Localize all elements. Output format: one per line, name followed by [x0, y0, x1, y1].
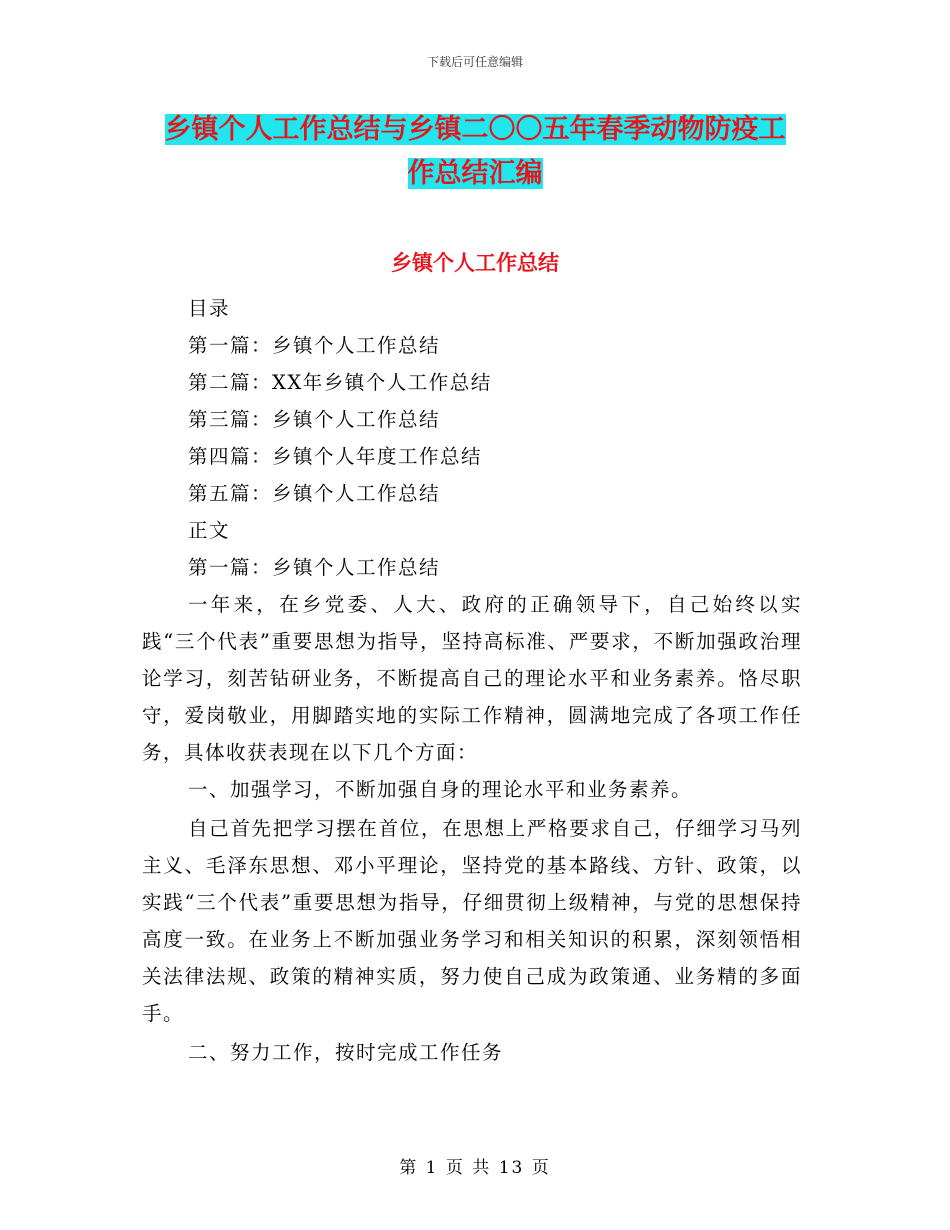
toc-item: 第二篇：XX年乡镇个人工作总结	[188, 371, 492, 394]
toc-item: 第五篇：乡镇个人工作总结	[188, 482, 441, 505]
document-title-text-2: 作总结汇编	[407, 158, 543, 189]
document-title-text-1: 乡镇个人工作总结与乡镇二〇〇五年春季动物防疫工	[164, 114, 786, 145]
toc-item: 第三篇：乡镇个人工作总结	[188, 408, 441, 431]
page-footer: 第 1 页 共 13 页	[399, 1158, 551, 1178]
subheading: 一、加强学习，不断加强自身的理论水平和业务素养。	[188, 778, 693, 801]
subheading: 二、努力工作，按时完成工作任务	[188, 1041, 504, 1064]
section-title: 乡镇个人工作总结	[391, 251, 559, 275]
body-paragraph: 自己首先把学习摆在首位，在思想上严格要求自己，仔细学习马列主义、毛泽东思想、邓小平理论，坚持党的基本路线、方针、政策，以实践“三个代表”重要思想为指导，仔细贯彻上级精神，与党的思想保持高度一致。在业务上不断加强业务学习和相关知识的积累，深刻领悟相关法律法规、政策的精神实质，努力使自己成为政策通、业务精的多面手。	[142, 817, 802, 1025]
body-heading: 正文	[188, 519, 231, 542]
toc-item: 第四篇：乡镇个人年度工作总结	[188, 445, 483, 468]
body-paragraph: 一年来，在乡党委、人大、政府的正确领导下，自己始终以实践“三个代表”重要思想为指导，坚持高标准、严要求，不断加强政治理论学习，刻苦钻研业务，不断提高自己的理论水平和业务素养。恪尽职守，爱岗敬业，用脚踏实地的实际工作精神，圆满地完成了各项工作任务，具体收获表现在以下几个方面：	[142, 593, 802, 764]
chapter-heading: 第一篇：乡镇个人工作总结	[188, 556, 441, 579]
toc-heading: 目录	[188, 297, 231, 320]
document-body	[142, 290, 802, 1071]
header-note: 下载后可任意编辑	[426, 55, 523, 69]
document-title-line-2	[0, 152, 950, 196]
toc-item: 第一篇：乡镇个人工作总结	[188, 334, 441, 357]
document-title-line-1	[0, 108, 950, 152]
